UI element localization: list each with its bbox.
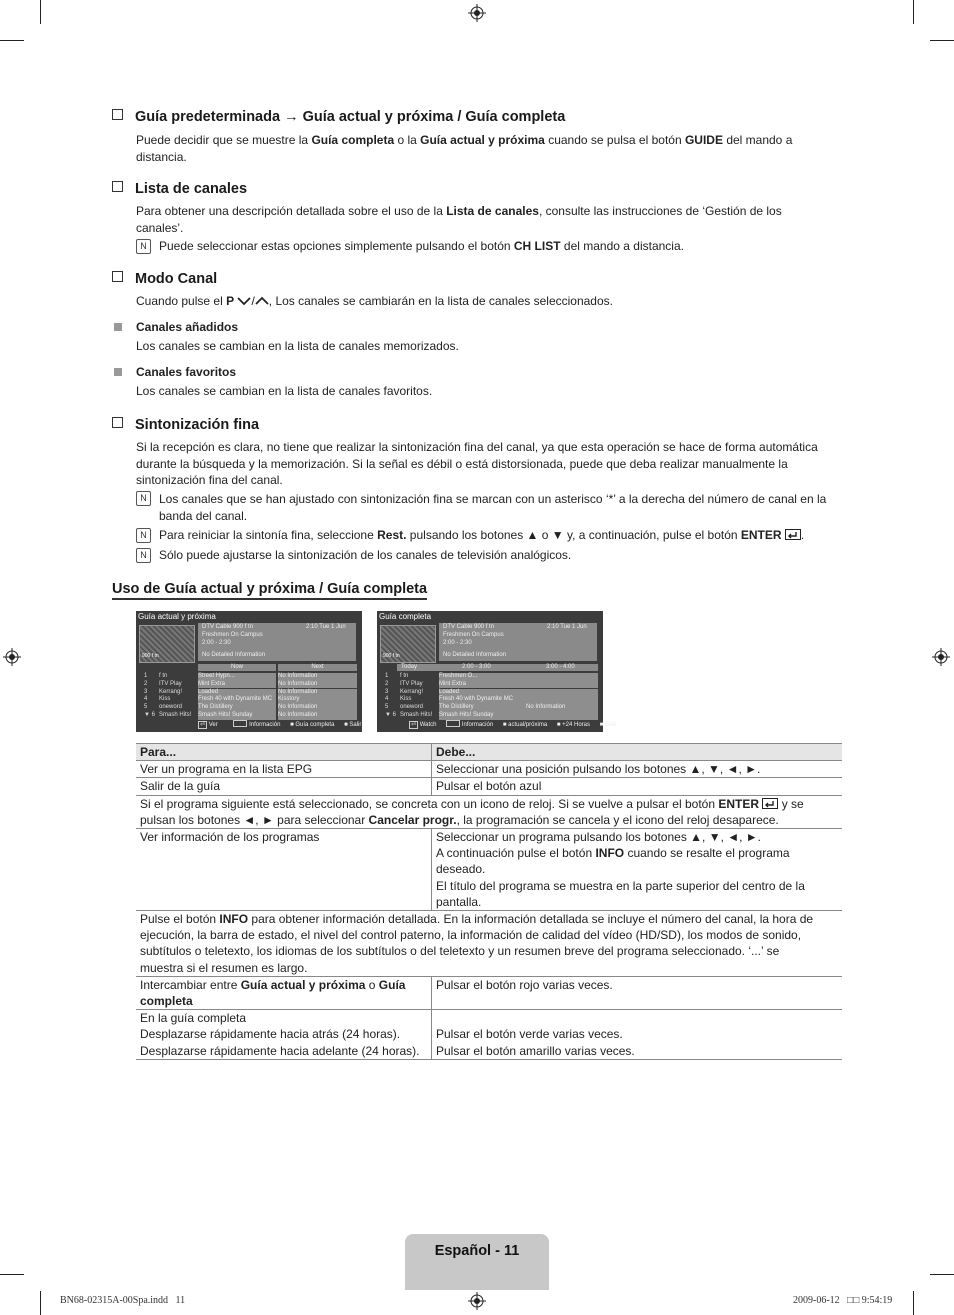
note-icon: N xyxy=(136,528,151,543)
screen-guia-completa xyxy=(377,611,617,732)
screen-guia-actual xyxy=(136,611,362,732)
crop-mark xyxy=(40,0,41,24)
screen-title: Guía completa xyxy=(379,612,432,621)
registration-mark-icon xyxy=(468,4,486,22)
checkbox-bullet-icon xyxy=(112,181,123,192)
subsection-title: Canales favoritos xyxy=(136,365,237,379)
table-row xyxy=(136,761,842,778)
section-title-uso-guia: Uso de Guía actual y próxima / Guía completa xyxy=(112,581,427,600)
crop-mark xyxy=(913,1291,914,1315)
subsection-text: Los canales se cambian en la lista de canales memorizados. xyxy=(136,339,459,353)
program-now: The Distillery xyxy=(198,704,276,712)
channel-name: Smash Hits! xyxy=(159,712,192,718)
note-text: Sólo puede ajustarse la sintonización de los canales de televisión analógicos. xyxy=(159,548,572,562)
crop-mark xyxy=(40,1291,41,1315)
channel-number: ▼ 6 xyxy=(144,712,155,718)
table-cell: Intercambiar entre Guía actual y próxima o Guía completa xyxy=(136,976,432,1009)
reference-table xyxy=(136,743,842,1060)
table-header-row xyxy=(136,744,842,761)
channel-name: Smash Hits! xyxy=(400,712,433,718)
table-cell: Pulse el botón INFO para obtener información detallada. En la información detallada se incluye el número del canal, la hora de ejecución, la barra de estado, el nivel del control paterno, la información de calidad del vídeo (HD/SD), los modos de sonido, subtítulos o teletexto, los idiomas de los subtítulos o del teletexto y un resumen breve del programa seleccionado. ‘...’ se muestra si el resumen es largo. xyxy=(136,911,842,977)
checkbox-bullet-icon xyxy=(112,109,123,120)
section-text: Si la recepción es clara, no tiene que realizar la sintonización fina del canal, ya que esta operación se hace de forma automática durante la búsqueda y la memorización. Si la señal es débil o está distorsionada, puede que deba realizar manualmente la sintonización fina del canal. xyxy=(136,440,818,487)
channel-number: 5 xyxy=(144,704,148,711)
table-row xyxy=(136,1010,842,1060)
channel-row[interactable] xyxy=(139,696,357,704)
program-now: Street Hypn... xyxy=(198,673,276,681)
note-icon: N xyxy=(136,239,151,254)
crop-mark xyxy=(913,0,914,24)
program-cell: The Distillery xyxy=(439,704,598,712)
channel-name: ITV Play xyxy=(400,680,423,687)
screen-footer: ⏎ Ver Información ■ Guía completa ■ Salir xyxy=(200,722,362,728)
column-header: Next xyxy=(278,664,357,671)
crop-mark xyxy=(930,40,954,41)
table-row xyxy=(136,795,842,828)
channel-number: 1 xyxy=(144,673,148,679)
checkbox-bullet-icon xyxy=(112,417,123,428)
channel-row[interactable] xyxy=(139,673,357,681)
print-timestamp: 2009-06-12 □□ 9:54:19 xyxy=(793,1295,893,1306)
program-info-panel: DTV Cable 900 f tn 2:10 Tue 1 Jun Freshmen On Campus 2:00 - 2:30 No Detailed Information xyxy=(198,623,356,661)
program-cell: Loaded xyxy=(439,689,598,697)
enter-icon xyxy=(762,798,778,809)
channel-number: 3 xyxy=(144,688,148,695)
channel-name: oneword xyxy=(400,704,424,711)
chevron-up-icon xyxy=(255,296,269,306)
channel-row[interactable] xyxy=(380,681,598,689)
chevron-down-icon xyxy=(237,296,251,306)
channel-row[interactable] xyxy=(139,712,357,720)
channel-row[interactable] xyxy=(139,681,357,689)
channel-name: ITV Play xyxy=(159,680,182,687)
channel-row[interactable] xyxy=(380,689,598,697)
program-next: No Information xyxy=(278,681,357,689)
note-text: Los canales que se han ajustado con sintonización fina se marcan con un asterisco ‘*’ a la derecha del número de canal en la banda del canal. xyxy=(159,492,827,523)
channel-number: 2 xyxy=(144,680,148,687)
registration-mark-icon xyxy=(468,1292,486,1310)
registration-mark-icon xyxy=(932,648,950,666)
channel-number: 4 xyxy=(144,696,148,703)
crop-mark xyxy=(0,1274,24,1275)
subsection-text: Los canales se cambian en la lista de canales favoritos. xyxy=(136,384,433,398)
table-cell: Pulsar el botón verde varias veces. Pulsar el botón amarillo varias veces. xyxy=(432,1010,843,1060)
enter-icon xyxy=(785,529,801,540)
table-cell: Ver información de los programas xyxy=(136,829,432,911)
table-header: Para... xyxy=(136,744,432,761)
section-text: Para obtener una descripción detallada sobre el uso de la Lista de canales, consulte las instrucciones de ‘Gestión de los canales’. xyxy=(136,204,782,235)
table-cell: Seleccionar un programa pulsando los botones ▲, ▼, ◄, ►. A continuación pulse el botón INFO cuando se resalte el programa deseado. El título del programa se muestra en la parte superior del centro de la pantalla. xyxy=(432,829,843,911)
table-cell: Ver un programa en la lista EPG xyxy=(136,761,432,778)
page-label xyxy=(405,1234,549,1290)
channel-number: 5 xyxy=(385,704,389,711)
channel-name: oneword xyxy=(159,704,183,711)
channel-name: Kerrang! xyxy=(400,688,424,695)
note-text: Puede seleccionar estas opciones simplemente pulsando el botón CH LIST del mando a distancia. xyxy=(159,239,684,253)
program-next: No Information xyxy=(278,689,357,697)
section-text: Cuando pulse el P / , Los canales se cambiarán en la lista de canales seleccionados. xyxy=(136,294,613,308)
channel-row[interactable] xyxy=(139,704,357,712)
channel-row[interactable] xyxy=(380,673,598,681)
preview-thumbnail: 900 f tn xyxy=(139,625,195,663)
file-name: BN68-02315A-00Spa.indd 11 xyxy=(60,1295,186,1306)
column-header: Now xyxy=(198,664,276,671)
program-cell: Freshmen O... xyxy=(439,673,598,681)
channel-number: 1 xyxy=(385,673,389,679)
channel-name: f tn xyxy=(400,673,409,679)
table-cell: Si el programa siguiente está seleccionado, se concreta con un icono de reloj. Si se vuelve a pulsar el botón ENTER y se pulsan los botones ◄, ► para seleccionar Cancelar progr., la programación se cancela y el icono del reloj desaparece. xyxy=(136,795,842,828)
table-row xyxy=(136,976,842,1009)
program-info-panel: DTV Cable 900 f tn 2:10 Tue 1 Jun Freshmen On Campus 2:00 - 2:30 No Detailed Information xyxy=(439,623,597,661)
section-title-lista-canales: Lista de canales xyxy=(112,181,247,197)
table-cell: Pulsar el botón rojo varias veces. xyxy=(432,976,843,1009)
square-bullet-icon xyxy=(114,368,122,376)
program-cell: Smash Hits! Sunday xyxy=(439,712,598,720)
section-text: Puede decidir que se muestre la Guía completa o la Guía actual y próxima cuando se pulsa el botón GUIDE del mando a distancia. xyxy=(136,133,793,164)
subsection-title: Canales añadidos xyxy=(136,320,239,334)
channel-name: Kiss xyxy=(400,696,412,703)
program-next: No Information xyxy=(278,712,357,720)
program-cell: Fresh 40 with Dynamite MC xyxy=(439,696,598,704)
checkbox-bullet-icon xyxy=(112,271,123,282)
program-cell: Mint Extra xyxy=(439,681,598,689)
enter-icon: ⏎ xyxy=(411,722,417,728)
channel-row[interactable] xyxy=(380,696,598,704)
crop-mark xyxy=(0,40,24,41)
table-row xyxy=(136,778,842,795)
channel-number: 3 xyxy=(385,688,389,695)
program-now: Fresh 40 with Dynamite MC xyxy=(198,696,276,704)
screen-title: Guía actual y próxima xyxy=(138,612,216,621)
channel-name: Kiss xyxy=(159,696,171,703)
program-now: Loaded xyxy=(198,689,276,697)
table-cell: Salir de la guía xyxy=(136,778,432,795)
screen-footer: ⏎ Watch Información ■ actual/próxima ■ +24 Horas ■ Salir xyxy=(411,722,617,728)
channel-name: Kerrang! xyxy=(159,688,183,695)
channel-name: f tn xyxy=(159,673,168,679)
table-row xyxy=(136,911,842,977)
program-next: Kisstory xyxy=(278,696,357,704)
program-next: No Information xyxy=(278,704,357,712)
crop-mark xyxy=(930,1274,954,1275)
page-number: Español - 11 xyxy=(434,1243,520,1259)
program-cell: No Information xyxy=(526,704,598,712)
note-text: Para reiniciar la sintonía fina, seleccione Rest. pulsando los botones ▲ o ▼ y, a continuación, pulse el botón ENTER . xyxy=(159,528,805,542)
program-now: Mint Extra xyxy=(198,681,276,689)
section-title-modo-canal: Modo Canal xyxy=(112,271,217,287)
registration-mark-icon xyxy=(3,648,21,666)
enter-icon: ⏎ xyxy=(200,722,206,728)
channel-number: ▼ 6 xyxy=(385,712,396,718)
channel-row[interactable] xyxy=(380,712,598,720)
note-icon: N xyxy=(136,491,151,506)
program-now: Smash Hits! Sunday xyxy=(198,712,276,720)
table-row xyxy=(136,829,842,911)
section-title-guia-predeterminada: Guía predeterminada → Guía actual y próxima / Guía completa xyxy=(112,109,565,125)
info-button-icon xyxy=(446,720,460,727)
info-button-icon xyxy=(233,720,247,727)
column-header: Today 2:00 - 3:00 3:00 - 4:00 xyxy=(397,664,598,671)
channel-number: 2 xyxy=(385,680,389,687)
section-title-sintonizacion-fina: Sintonización fina xyxy=(112,417,259,433)
table-cell: Seleccionar una posición pulsando los botones ▲, ▼, ◄, ►. xyxy=(432,761,843,778)
program-next: No Information xyxy=(278,673,357,681)
table-header: Debe... xyxy=(432,744,843,761)
table-cell: Pulsar el botón azul xyxy=(432,778,843,795)
channel-row[interactable] xyxy=(139,689,357,697)
table-cell: En la guía completa Desplazarse rápidamente hacia atrás (24 horas). Desplazarse rápidamente hacia adelante (24 horas). xyxy=(136,1010,432,1060)
preview-thumbnail: 900 f tn xyxy=(380,625,436,663)
note-icon: N xyxy=(136,548,151,563)
channel-row[interactable] xyxy=(380,704,598,712)
square-bullet-icon xyxy=(114,323,122,331)
channel-number: 4 xyxy=(385,696,389,703)
